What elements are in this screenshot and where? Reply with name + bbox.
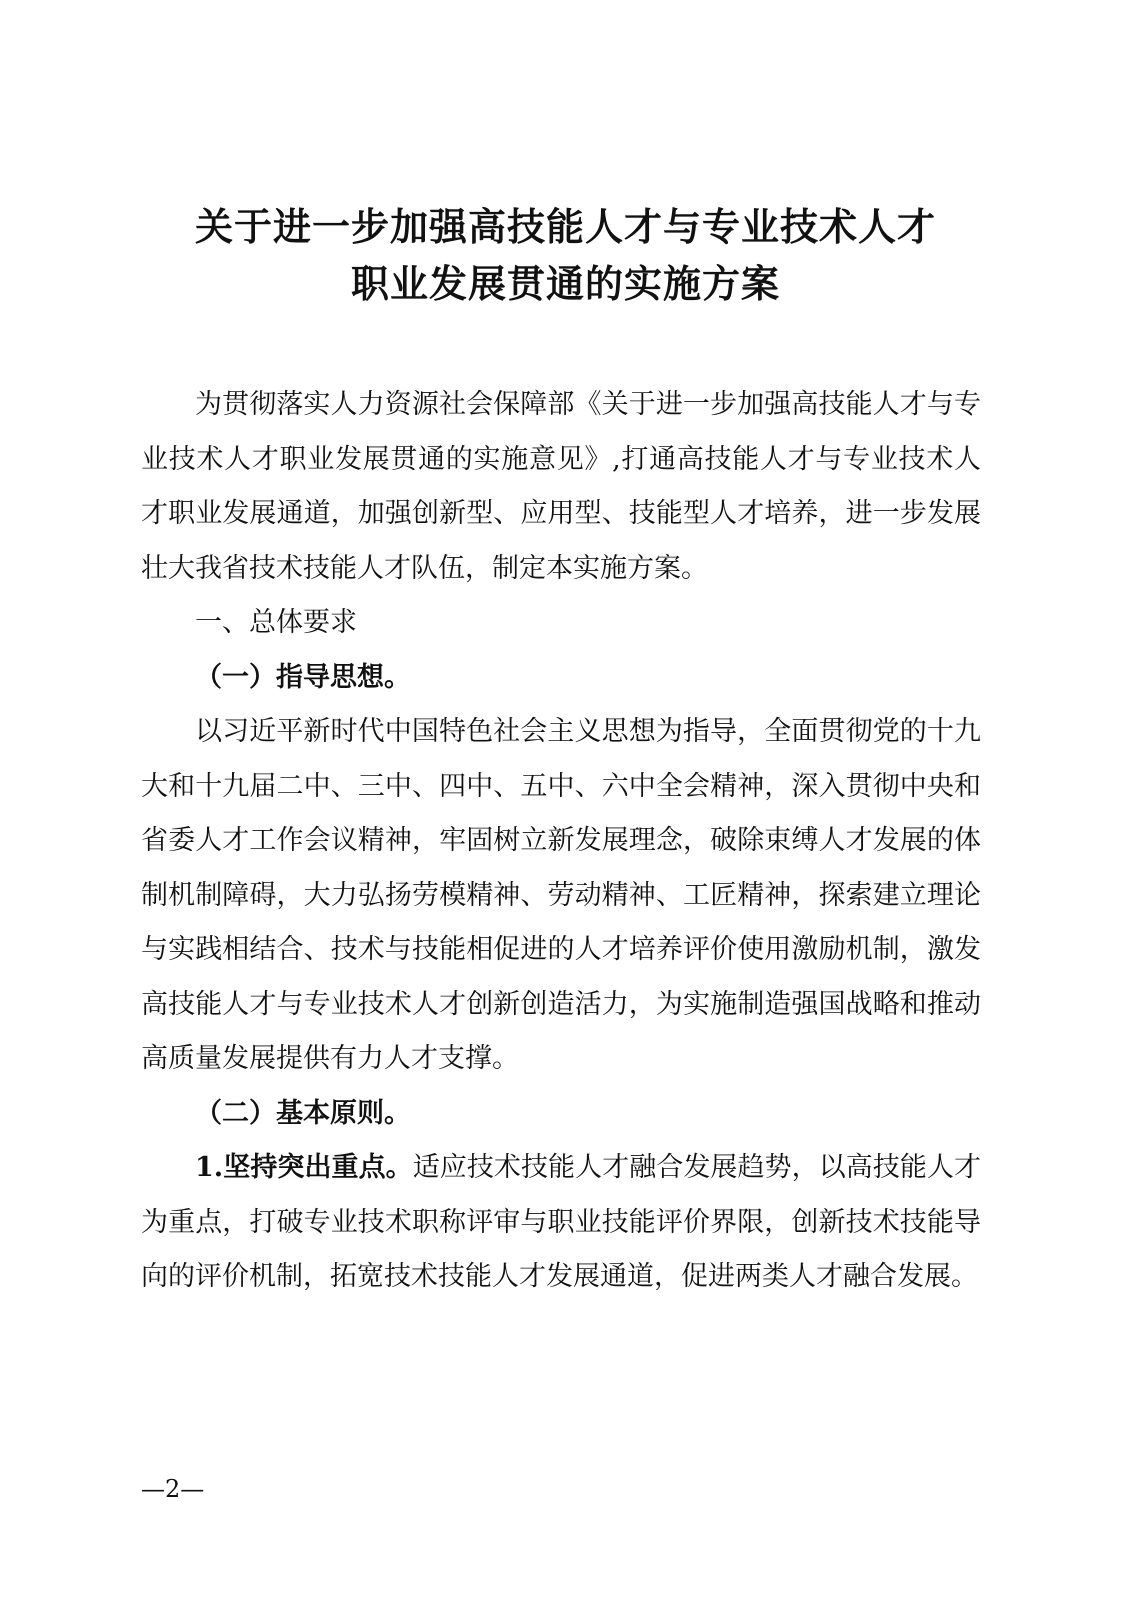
principle-1-paragraph	[141, 1141, 981, 1305]
section-heading-overall-requirements: 一、总体要求	[195, 607, 357, 638]
subsection-heading-guiding-ideology: （一）指导思想。	[195, 661, 411, 693]
principle-1-lead: 1.坚持突出重点。	[195, 1152, 413, 1183]
principle-1-text: 适应技术技能人才融合发展趋势，以高技能人才为重点，打破专业技术职称评审与职业技能评价界限，创新技术技能导向的评价机制，拓宽技术技能人才发展通道，促进两类人才融合发展。	[141, 1152, 982, 1292]
document-title-line-2: 职业发展贯通的实施方案	[350, 262, 780, 306]
guiding-ideology-paragraph: 以习近平新时代中国特色社会主义思想为指导，全面贯彻党的十九大和十九届二中、三中、四中、五中、六中全会精神，深入贯彻中央和省委人才工作会议精神，牢固树立新发展理念，破除束缚人才发展的体制机制障碍，大力弘扬劳模精神、劳动精神、工匠精神，探索建立理论与实践相结合、技术与技能相促进的人才培养评价使用激励机制，激发高技能人才与专业技术人才创新创造活力，为实施制造强国战略和推动高质量发展提供有力人才支撑。	[141, 716, 981, 1074]
document-body	[141, 378, 981, 1305]
intro-paragraph: 为贯彻落实人力资源社会保障部《关于进一步加强高技能人才与专业技术人才职业发展贯通的实施意见》,打通高技能人才与专业技术人才职业发展通道，加强创新型、应用型、技能型人才培养，进一步发展壮大我省技术技能人才队伍，制定本实施方案。	[141, 389, 981, 584]
page-number: —2—	[141, 1475, 205, 1503]
subsection-heading-basic-principles: （二）基本原则。	[195, 1097, 411, 1129]
document-title-line-1: 关于进一步加强高技能人才与专业技术人才	[194, 205, 936, 249]
